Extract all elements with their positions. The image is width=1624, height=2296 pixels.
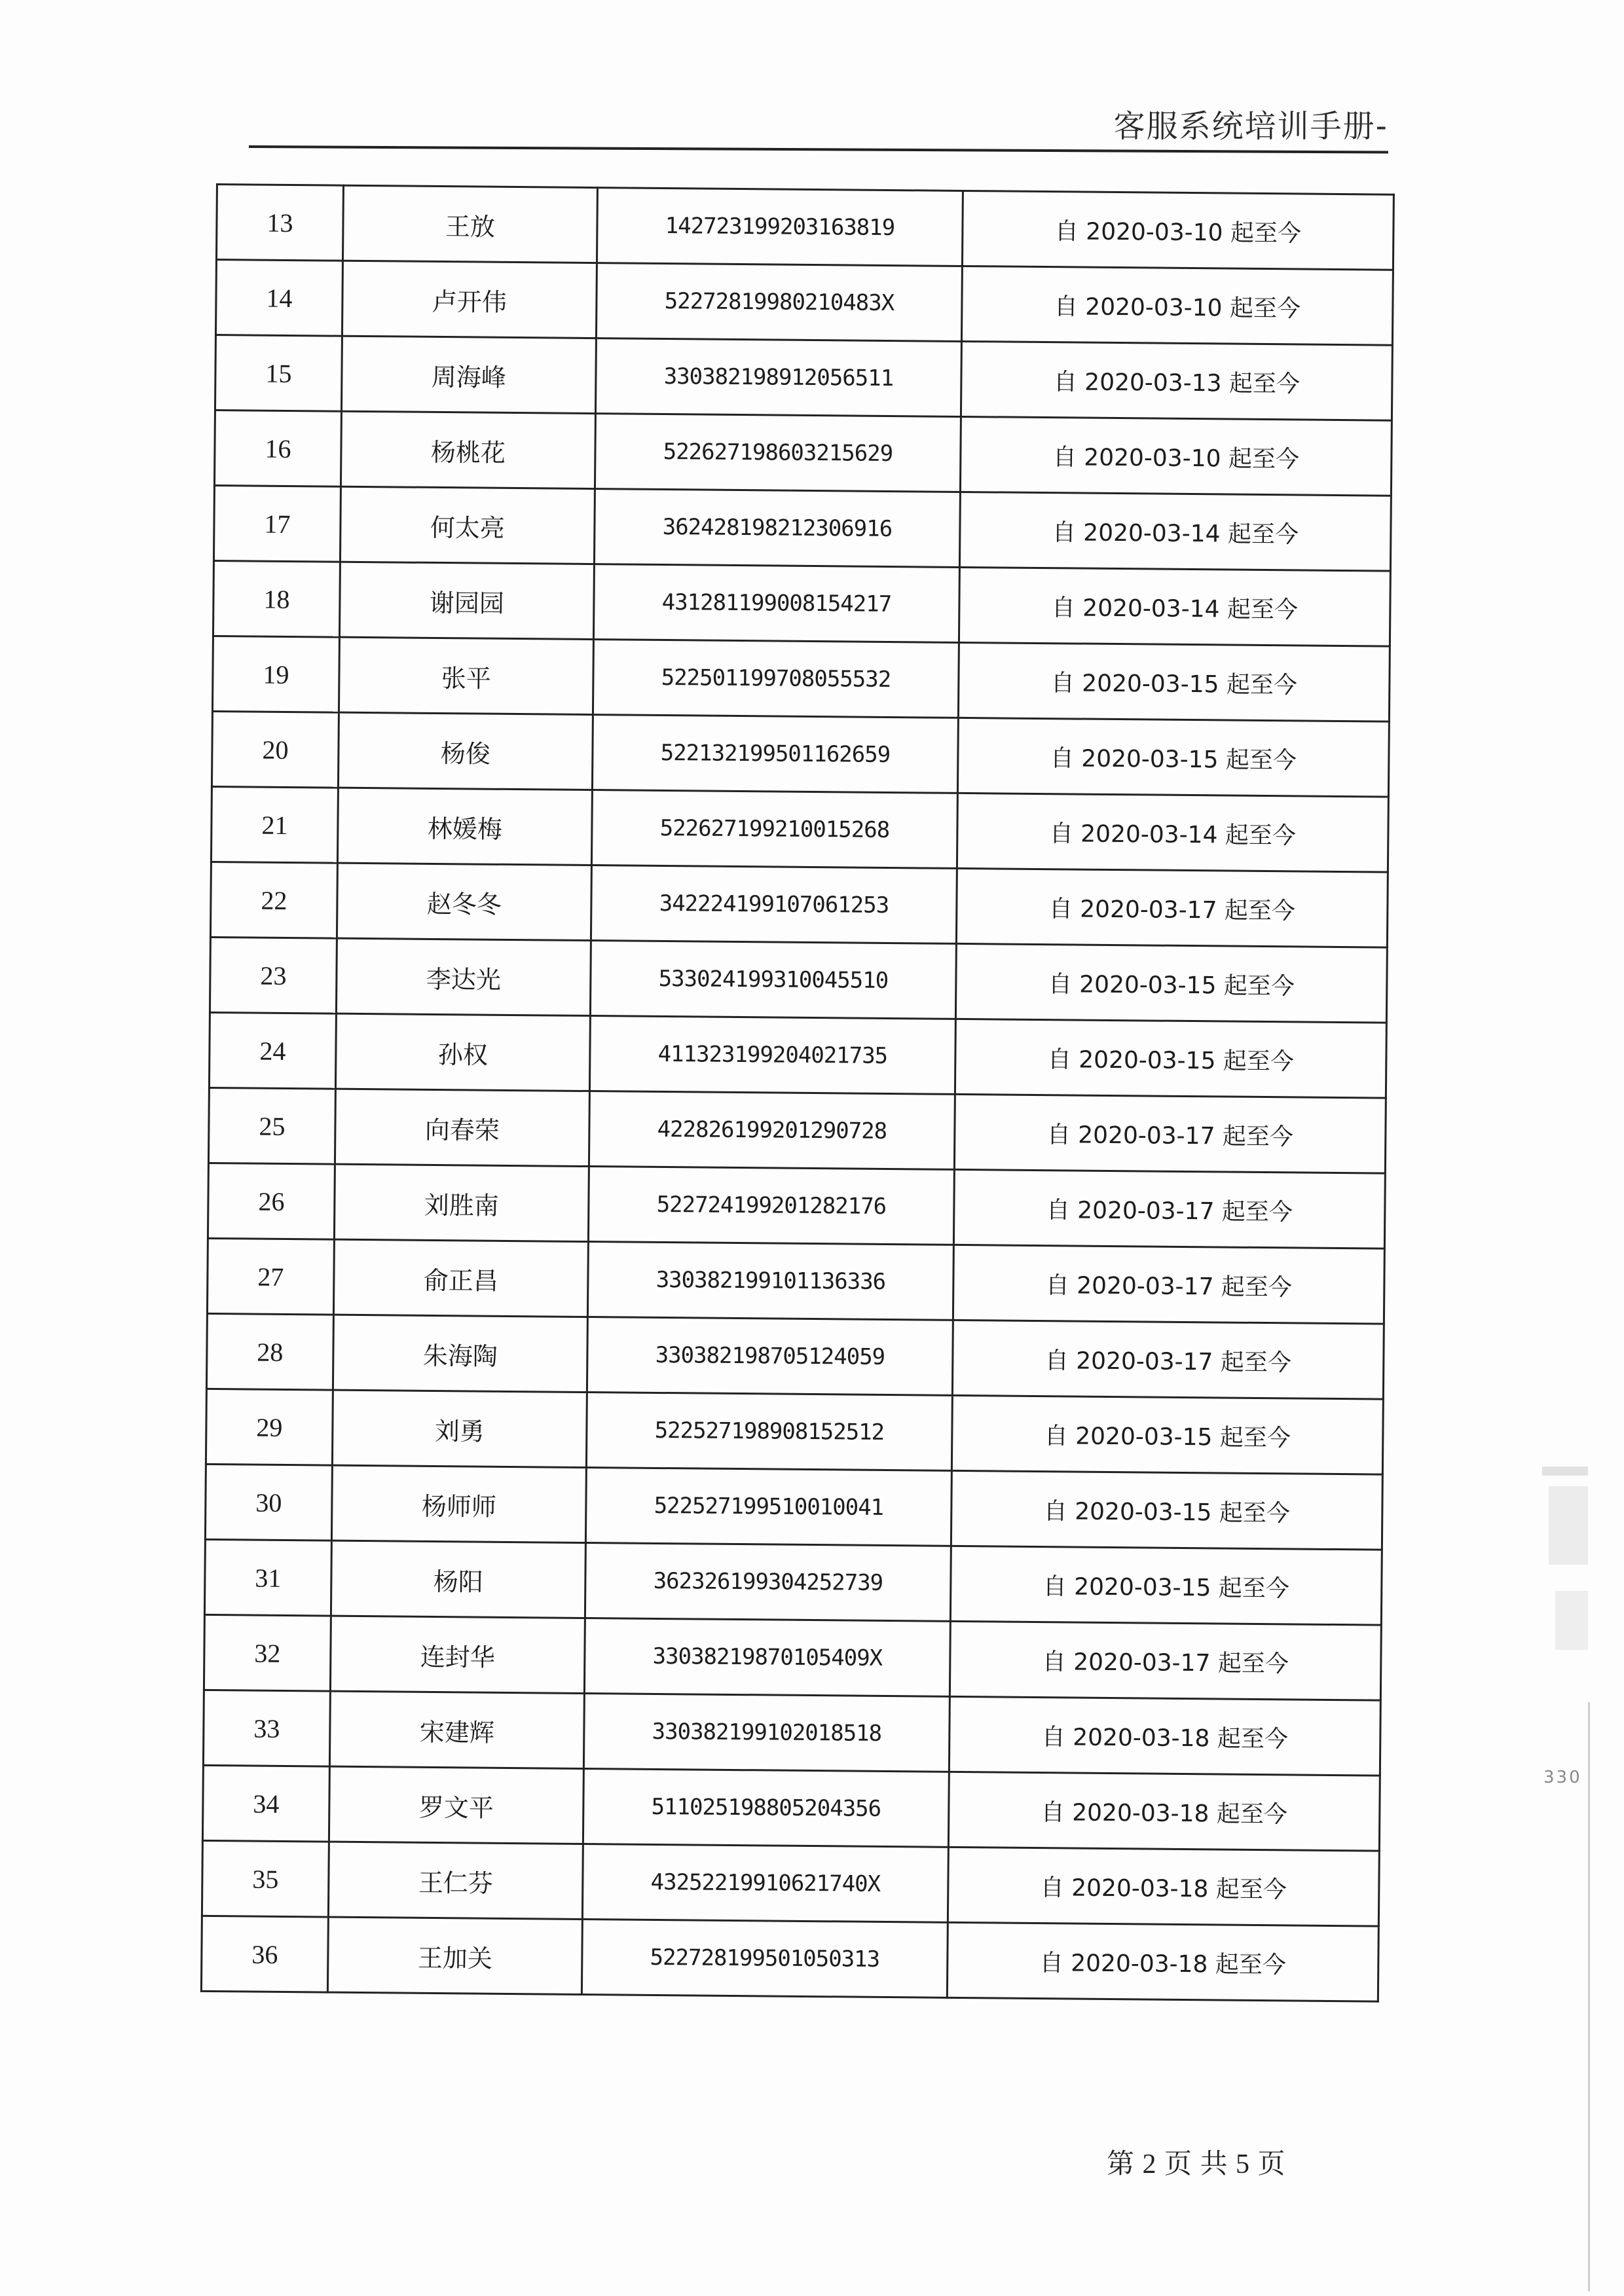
name-cell: 向春荣	[335, 1089, 589, 1166]
table-row	[216, 185, 1393, 270]
period-cell: 自 2020-03-15 起至今	[951, 1395, 1383, 1474]
row-number-cell: 32	[204, 1614, 331, 1691]
id-number-cell: 52272819980210483X	[596, 263, 962, 342]
row-number-cell: 15	[215, 335, 342, 412]
id-number-cell: 511025198805204356	[583, 1768, 949, 1847]
name-cell: 林媛梅	[337, 788, 592, 865]
id-number-cell: 362428198212306916	[594, 489, 960, 568]
name-cell: 卢开伟	[342, 261, 597, 338]
row-number-cell: 20	[212, 711, 339, 788]
page-number: 第 2 页 共 5 页	[1107, 2149, 1286, 2179]
period-cell: 自 2020-03-15 起至今	[951, 1470, 1382, 1550]
id-number-cell: 522728199501050313	[581, 1919, 948, 1997]
row-number-cell: 27	[207, 1238, 334, 1315]
id-number-cell: 533024199310045510	[590, 941, 956, 1019]
header-rule	[249, 145, 1388, 154]
table-row	[208, 1087, 1386, 1173]
period-cell: 自 2020-03-10 起至今	[962, 191, 1393, 270]
scan-smudge	[1555, 1591, 1588, 1650]
name-cell: 连封华	[330, 1616, 585, 1693]
period-cell: 自 2020-03-17 起至今	[954, 1094, 1386, 1173]
scan-edge-line	[1588, 1702, 1590, 2291]
period-cell: 自 2020-03-18 起至今	[949, 1696, 1380, 1776]
row-number-cell: 35	[202, 1840, 329, 1917]
id-number-cell: 330382199101136336	[587, 1242, 953, 1321]
table-row	[204, 1614, 1381, 1700]
id-number-cell: 522132199501162659	[592, 715, 958, 793]
name-cell: 杨桃花	[341, 411, 595, 488]
table-row	[215, 260, 1393, 346]
name-cell: 宋建辉	[329, 1691, 584, 1768]
page-header	[249, 98, 1388, 148]
row-number-cell: 28	[206, 1313, 333, 1390]
name-cell: 孙权	[335, 1013, 590, 1091]
name-cell: 刘勇	[332, 1390, 587, 1467]
row-number-cell: 25	[208, 1087, 335, 1164]
scan-smudge	[1549, 1486, 1588, 1565]
table-row	[201, 1916, 1378, 2001]
period-cell: 自 2020-03-17 起至今	[956, 868, 1388, 947]
row-number-cell: 16	[214, 410, 341, 486]
id-number-cell: 43252219910621740X	[582, 1844, 948, 1922]
scan-edge-artifact	[1536, 1460, 1604, 1800]
row-number-cell: 33	[203, 1690, 330, 1766]
row-number-cell: 30	[205, 1464, 332, 1540]
row-number-cell: 34	[202, 1765, 329, 1842]
name-cell: 赵冬冬	[337, 863, 591, 940]
table-row	[206, 1313, 1384, 1399]
row-number-cell: 14	[215, 260, 342, 337]
table-row	[212, 711, 1389, 797]
table-row	[213, 485, 1391, 571]
period-cell: 自 2020-03-17 起至今	[953, 1245, 1384, 1324]
id-number-cell: 522527199510010041	[585, 1468, 951, 1546]
id-number-cell: 522501199708055532	[593, 640, 959, 718]
name-cell: 刘胜南	[334, 1164, 589, 1241]
period-cell: 自 2020-03-10 起至今	[961, 266, 1393, 345]
id-number-cell: 330382198705124059	[587, 1317, 953, 1396]
name-cell: 王放	[342, 185, 597, 263]
period-cell: 自 2020-03-13 起至今	[961, 341, 1392, 420]
records-table-body	[201, 185, 1393, 2002]
period-cell: 自 2020-03-14 起至今	[957, 793, 1388, 872]
id-number-cell: 342224199107061253	[591, 866, 957, 944]
name-cell: 何太亮	[340, 486, 595, 564]
table-row	[206, 1389, 1383, 1474]
row-number-cell: 36	[201, 1916, 328, 1992]
id-number-cell: 411323199204021735	[589, 1016, 955, 1095]
id-number-cell: 522527198908152512	[586, 1393, 952, 1471]
table-row	[202, 1840, 1379, 1926]
id-number-cell: 330382198912056511	[595, 338, 961, 417]
name-cell: 杨阳	[331, 1540, 585, 1618]
scan-smudge	[1542, 1467, 1588, 1476]
name-cell: 周海峰	[341, 336, 596, 413]
id-number-cell: 522724199201282176	[588, 1167, 954, 1245]
table-row	[204, 1539, 1382, 1625]
name-cell: 张平	[339, 637, 593, 714]
period-cell: 自 2020-03-14 起至今	[959, 567, 1390, 646]
row-number-cell: 17	[213, 485, 341, 562]
row-number-cell: 22	[210, 862, 337, 938]
name-cell: 谢园园	[339, 562, 594, 639]
period-cell: 自 2020-03-18 起至今	[948, 1847, 1379, 1926]
table-row	[212, 636, 1390, 721]
id-number-cell: 362326199304252739	[585, 1543, 951, 1622]
period-cell: 自 2020-03-18 起至今	[947, 1922, 1378, 2001]
row-number-cell: 13	[216, 185, 343, 261]
table-row	[205, 1464, 1382, 1550]
id-number-cell: 422826199201290728	[589, 1091, 955, 1170]
id-number-cell: 522627199210015268	[591, 790, 957, 869]
table-row	[203, 1690, 1380, 1776]
row-number-cell: 31	[204, 1539, 331, 1616]
period-cell: 自 2020-03-17 起至今	[953, 1169, 1385, 1248]
name-cell: 朱海陶	[333, 1315, 587, 1392]
id-number-cell: 431281199008154217	[593, 564, 959, 643]
records-table-wrapper	[200, 183, 1395, 2003]
period-cell: 自 2020-03-14 起至今	[959, 492, 1391, 571]
name-cell: 杨俊	[338, 712, 593, 790]
name-cell: 王加关	[327, 1917, 582, 1994]
id-number-cell: 142723199203163819	[597, 188, 963, 266]
table-row	[211, 786, 1388, 872]
margin-mark: 330	[1543, 1768, 1582, 1787]
header-title: 客服系统培训手册-	[1113, 108, 1388, 145]
table-row	[207, 1238, 1384, 1324]
records-table	[200, 183, 1395, 2003]
id-number-cell: 330382199102018518	[583, 1693, 950, 1772]
table-row	[208, 1163, 1385, 1248]
name-cell: 俞正昌	[333, 1239, 588, 1317]
name-cell: 王仁芬	[328, 1842, 583, 1919]
table-row	[210, 862, 1388, 947]
period-cell: 自 2020-03-18 起至今	[948, 1772, 1380, 1851]
period-cell: 自 2020-03-17 起至今	[952, 1320, 1384, 1399]
row-number-cell: 19	[212, 636, 339, 712]
row-number-cell: 21	[211, 786, 338, 863]
period-cell: 自 2020-03-15 起至今	[955, 943, 1387, 1023]
row-number-cell: 24	[209, 1012, 336, 1089]
row-number-cell: 29	[206, 1389, 333, 1465]
table-row	[214, 410, 1392, 496]
row-number-cell: 23	[210, 937, 337, 1013]
id-number-cell: 522627198603215629	[595, 414, 961, 492]
name-cell: 罗文平	[329, 1766, 583, 1844]
period-cell: 自 2020-03-15 起至今	[957, 718, 1389, 797]
table-row	[209, 1012, 1386, 1098]
period-cell: 自 2020-03-10 起至今	[960, 416, 1392, 496]
period-cell: 自 2020-03-17 起至今	[950, 1621, 1381, 1700]
name-cell: 杨师师	[331, 1465, 586, 1542]
row-number-cell: 18	[213, 560, 340, 637]
table-row	[210, 937, 1387, 1023]
table-row	[202, 1765, 1380, 1851]
name-cell: 李达光	[336, 938, 591, 1015]
table-row	[215, 335, 1392, 421]
id-number-cell: 33038219870105409X	[584, 1618, 950, 1697]
period-cell: 自 2020-03-15 起至今	[955, 1019, 1386, 1098]
period-cell: 自 2020-03-15 起至今	[950, 1546, 1382, 1625]
period-cell: 自 2020-03-15 起至今	[958, 642, 1390, 721]
table-row	[213, 560, 1390, 646]
row-number-cell: 26	[208, 1163, 335, 1239]
